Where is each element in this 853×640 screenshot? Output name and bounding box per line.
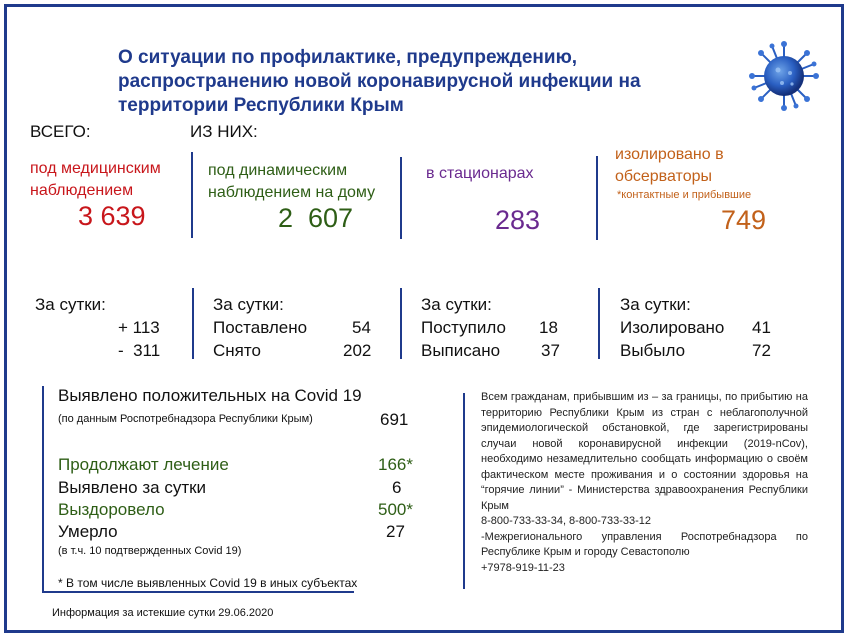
daily-label: За сутки:	[35, 295, 106, 314]
rospotrebnadzor-phone: +7978-919-11-23	[481, 561, 565, 574]
home-label: под динамическим наблюдением на дому	[208, 162, 376, 201]
daily-label: За сутки:	[421, 295, 492, 314]
treatment-value: 166*	[378, 455, 413, 474]
died-label: Умерло	[58, 522, 118, 541]
day-detected-label: Выявлено за сутки	[58, 478, 207, 497]
divider	[192, 288, 194, 359]
observatory-value: 749	[721, 205, 767, 235]
recovered-label: Выздоровело	[58, 500, 165, 519]
section-bracket	[42, 386, 44, 592]
discharged-value: 37	[541, 341, 560, 360]
died-value: 27	[386, 522, 405, 541]
info-date: Информация за истекшие сутки 29.06.2020	[52, 607, 274, 619]
observatory-note: *контактные и прибывшие	[617, 189, 752, 201]
ministry-phones: 8-800-733-33-34, 8-800-733-33-12	[481, 515, 652, 527]
source-label: (по данным Роспотребнадзора Республики Крым)	[58, 413, 313, 425]
died-note: (в т.ч. 10 подтвержденных Covid 19)	[58, 545, 242, 557]
treatment-label: Продолжают лечение	[58, 455, 229, 474]
daily-label: За сутки:	[213, 295, 284, 314]
footnote: * В том числе выявленных Covid 19 в иных субъектах	[58, 576, 358, 590]
page-title: О ситуации по профилактике, предупреждению, распространению новой коронавирусной инфекции на территории Республики Крым	[118, 47, 641, 116]
placed-label: Поставлено	[213, 318, 308, 337]
hospital-value: 283	[495, 205, 541, 235]
discharged-label: Выписано	[421, 341, 501, 360]
detected-value: 691	[380, 410, 409, 429]
admitted-value: 18	[539, 318, 558, 337]
home-value: 2 607	[278, 203, 354, 233]
isolated-value: 41	[752, 318, 771, 337]
observatory-label: изолировано в обсерваторы	[615, 146, 724, 185]
of-them-header: ИЗ НИХ:	[190, 122, 258, 141]
divider	[598, 288, 600, 359]
daily-minus: - 311	[118, 341, 161, 360]
removed-value: 202	[343, 341, 372, 360]
detected-label: Выявлено положительных на Covid 19	[58, 386, 362, 405]
day-detected-value: 6	[392, 478, 402, 497]
rospotrebnadzor-text: -Межрегионального управления Роспотребнадзора по Республике Крым и городу Севастополю	[481, 530, 808, 558]
isolated-label: Изолировано	[620, 318, 725, 337]
divider	[400, 157, 402, 239]
hospital-label: в стационарах	[426, 165, 534, 182]
notice-text: Всем гражданам, прибывшим из – за границы, по прибытию на территорию Республики Крым из стран с неблагополучной эпидемиологической обстановкой, где зарегистрированы случаи новой коронавирусной инфекции (2019-nCov), необходимо незамедлительно сообщать информацию о своём фактическом месте проживания и о состоянии здоровья на “горячие линии” - Министерства здравоохранения Республики Крым	[481, 391, 808, 512]
coronavirus-icon	[748, 40, 820, 112]
notice-block	[481, 390, 808, 576]
section-bracket	[463, 393, 465, 589]
medical-value: 3 639	[78, 201, 146, 231]
left-label: Выбыло	[620, 341, 686, 360]
removed-label: Снято	[213, 341, 261, 360]
section-bracket	[42, 591, 354, 593]
divider	[191, 152, 193, 238]
medical-label: под медицинским наблюдением	[30, 160, 161, 199]
admitted-label: Поступило	[421, 318, 506, 337]
divider	[400, 288, 402, 359]
divider	[596, 156, 598, 240]
total-header: ВСЕГО:	[30, 122, 91, 141]
daily-plus: + 113	[118, 318, 160, 337]
daily-label: За сутки:	[620, 295, 691, 314]
left-value: 72	[752, 341, 771, 360]
recovered-value: 500*	[378, 500, 413, 519]
placed-value: 54	[352, 318, 371, 337]
